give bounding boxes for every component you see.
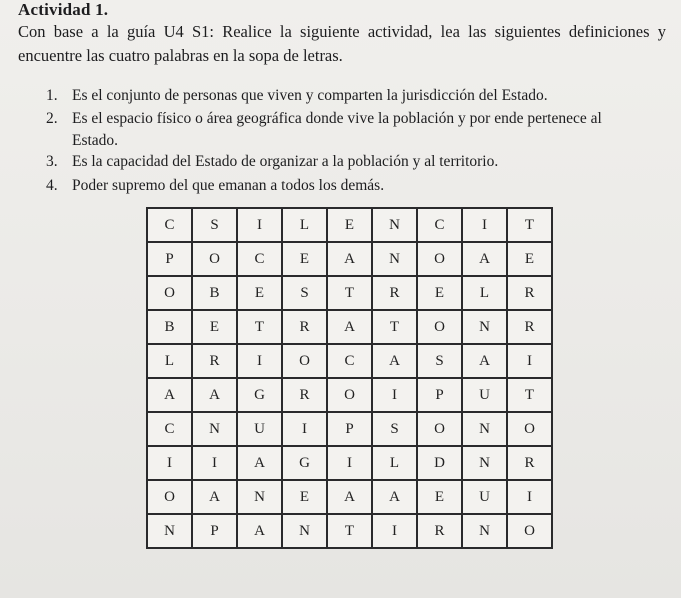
word-search-cell[interactable]: O xyxy=(507,514,552,548)
word-search-cell[interactable]: C xyxy=(417,208,462,242)
word-search-row xyxy=(147,344,552,378)
word-search-cell[interactable]: O xyxy=(507,412,552,446)
word-search-cell[interactable]: E xyxy=(282,242,327,276)
definition-text: Es la capacidad del Estado de organizar a la población y al territorio. xyxy=(72,153,499,170)
word-search-cell[interactable]: O xyxy=(417,412,462,446)
word-search-cell[interactable]: A xyxy=(192,480,237,514)
definition-number: 2. xyxy=(46,110,58,127)
word-search-row xyxy=(147,514,552,548)
word-search-cell[interactable]: R xyxy=(507,446,552,480)
word-search-cell[interactable]: A xyxy=(462,344,507,378)
word-search-cell[interactable]: N xyxy=(372,208,417,242)
word-search-cell[interactable]: P xyxy=(417,378,462,412)
word-search-cell[interactable]: R xyxy=(192,344,237,378)
word-search-cell[interactable]: G xyxy=(237,378,282,412)
word-search-cell[interactable]: A xyxy=(327,480,372,514)
word-search-cell[interactable]: A xyxy=(147,378,192,412)
word-search-row xyxy=(147,378,552,412)
word-search-cell[interactable]: I xyxy=(462,208,507,242)
word-search-cell[interactable]: R xyxy=(417,514,462,548)
word-search-cell[interactable]: I xyxy=(372,378,417,412)
word-search-cell[interactable]: S xyxy=(372,412,417,446)
word-search-cell[interactable]: I xyxy=(507,480,552,514)
word-search-cell[interactable]: P xyxy=(327,412,372,446)
word-search-cell[interactable]: U xyxy=(462,378,507,412)
word-search-grid xyxy=(146,207,553,549)
word-search-cell[interactable]: E xyxy=(507,242,552,276)
word-search-cell[interactable]: R xyxy=(507,276,552,310)
word-search-cell[interactable]: S xyxy=(192,208,237,242)
definition-text: Es el espacio físico o área geográfica donde vive la población y por ende pertenece al xyxy=(72,110,602,127)
word-search-cell[interactable]: E xyxy=(417,276,462,310)
word-search-cell[interactable]: L xyxy=(147,344,192,378)
word-search-cell[interactable]: O xyxy=(417,242,462,276)
activity-title: Actividad 1. xyxy=(18,0,109,19)
word-search-cell[interactable]: A xyxy=(237,446,282,480)
word-search-cell[interactable]: N xyxy=(192,412,237,446)
word-search-cell[interactable]: R xyxy=(507,310,552,344)
word-search-cell[interactable]: A xyxy=(327,242,372,276)
word-search-cell[interactable]: E xyxy=(282,480,327,514)
word-search-cell[interactable]: O xyxy=(192,242,237,276)
definition-number: 3. xyxy=(46,153,58,170)
word-search-cell[interactable]: R xyxy=(282,378,327,412)
word-search-cell[interactable]: I xyxy=(237,344,282,378)
word-search-cell[interactable]: T xyxy=(237,310,282,344)
definition-text: Poder supremo del que emanan a todos los demás. xyxy=(72,177,385,194)
word-search-cell[interactable]: A xyxy=(192,378,237,412)
word-search-cell[interactable]: O xyxy=(147,276,192,310)
definition-text-continued: Estado. xyxy=(72,132,119,149)
word-search-cell[interactable]: G xyxy=(282,446,327,480)
word-search-cell[interactable]: A xyxy=(372,344,417,378)
word-search-cell[interactable]: N xyxy=(147,514,192,548)
word-search-cell[interactable]: C xyxy=(147,412,192,446)
word-search-cell[interactable]: E xyxy=(192,310,237,344)
word-search-row xyxy=(147,310,552,344)
word-search-cell[interactable]: R xyxy=(372,276,417,310)
word-search-cell[interactable]: N xyxy=(282,514,327,548)
word-search-cell[interactable]: C xyxy=(147,208,192,242)
word-search-cell[interactable]: A xyxy=(372,480,417,514)
definition-number: 1. xyxy=(46,87,58,104)
word-search-cell[interactable]: O xyxy=(327,378,372,412)
word-search-cell[interactable]: R xyxy=(282,310,327,344)
word-search-cell[interactable]: P xyxy=(147,242,192,276)
word-search-cell[interactable]: N xyxy=(462,310,507,344)
word-search-cell[interactable]: T xyxy=(507,208,552,242)
word-search-cell[interactable]: U xyxy=(237,412,282,446)
word-search-cell[interactable]: N xyxy=(462,514,507,548)
word-search-cell[interactable]: I xyxy=(282,412,327,446)
word-search-cell[interactable]: I xyxy=(237,208,282,242)
word-search-cell[interactable]: S xyxy=(282,276,327,310)
word-search-cell[interactable]: I xyxy=(147,446,192,480)
word-search-cell[interactable]: T xyxy=(327,514,372,548)
word-search-cell[interactable]: L xyxy=(282,208,327,242)
definition-text: Es el conjunto de personas que viven y comparten la jurisdicción del Estado. xyxy=(72,87,548,104)
word-search-cell[interactable]: I xyxy=(327,446,372,480)
word-search-cell[interactable]: D xyxy=(417,446,462,480)
word-search-cell[interactable]: N xyxy=(372,242,417,276)
word-search-cell[interactable]: O xyxy=(147,480,192,514)
word-search-row xyxy=(147,242,552,276)
word-search-row xyxy=(147,208,552,242)
word-search-cell[interactable]: C xyxy=(327,344,372,378)
word-search-cell[interactable]: L xyxy=(372,446,417,480)
word-search-cell[interactable]: C xyxy=(237,242,282,276)
word-search-row xyxy=(147,446,552,480)
word-search-row xyxy=(147,412,552,446)
word-search-cell[interactable]: A xyxy=(327,310,372,344)
word-search-cell[interactable]: S xyxy=(417,344,462,378)
word-search-cell[interactable]: T xyxy=(372,310,417,344)
word-search-cell[interactable]: N xyxy=(462,446,507,480)
word-search-cell[interactable]: O xyxy=(282,344,327,378)
word-search-cell[interactable]: I xyxy=(372,514,417,548)
word-search-cell[interactable]: E xyxy=(417,480,462,514)
instructions-paragraph: Con base a la guía U4 S1: Realice la siguiente actividad, lea las siguientes definiciones y encuentre las cuatro palabras en la sopa de letras. xyxy=(18,22,666,65)
word-search-cell[interactable]: A xyxy=(237,514,282,548)
word-search-cell[interactable]: A xyxy=(462,242,507,276)
word-search-cell[interactable]: E xyxy=(327,208,372,242)
word-search-row xyxy=(147,276,552,310)
word-search-cell[interactable]: I xyxy=(507,344,552,378)
word-search-cell[interactable]: B xyxy=(147,310,192,344)
word-search-cell[interactable]: O xyxy=(417,310,462,344)
definition-number: 4. xyxy=(46,177,58,194)
word-search-cell[interactable]: E xyxy=(237,276,282,310)
word-search-cell[interactable]: P xyxy=(192,514,237,548)
word-search-cell[interactable]: T xyxy=(327,276,372,310)
word-search-cell[interactable]: B xyxy=(192,276,237,310)
word-search-cell[interactable]: U xyxy=(462,480,507,514)
word-search-cell[interactable]: T xyxy=(507,378,552,412)
word-search-cell[interactable]: N xyxy=(462,412,507,446)
word-search-cell[interactable]: I xyxy=(192,446,237,480)
word-search-cell[interactable]: N xyxy=(237,480,282,514)
word-search-cell[interactable]: L xyxy=(462,276,507,310)
word-search-row xyxy=(147,480,552,514)
